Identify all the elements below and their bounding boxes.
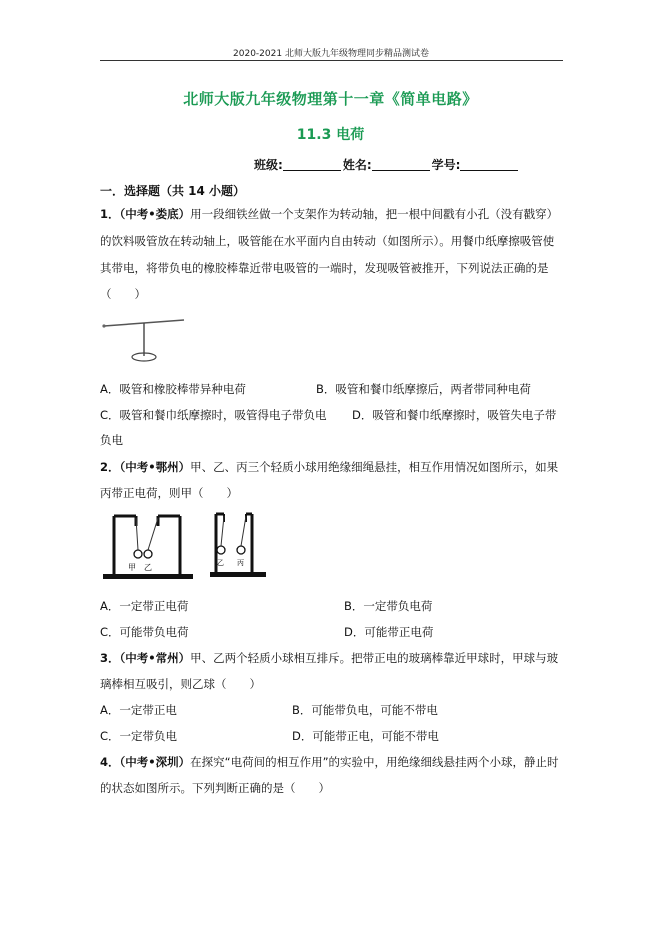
question-2-text: 甲、乙、丙三个轻质小球用绝缘细绳悬挂，相互作用情况如图所示，如果 <box>190 460 559 474</box>
question-1-option-d[interactable]: D．吸管和餐巾纸摩擦时，吸管失电子带 <box>352 408 557 422</box>
question-4-line-2: 的状态如图所示。下列判断正确的是（ ） <box>100 781 330 795</box>
question-4-number: 4． <box>100 755 120 769</box>
id-label: 学号: <box>431 158 461 172</box>
question-3-option-c[interactable]: C．一定带负电 <box>100 729 178 743</box>
label-yi-1: 乙 <box>144 563 152 572</box>
question-3-option-d[interactable]: D．可能带正电，可能不带电 <box>292 729 439 743</box>
question-2-source: （中考•鄂州） <box>119 460 191 474</box>
question-1-source: （中考•娄底） <box>119 207 191 221</box>
question-1-line-2: 的饮料吸管放在转动轴上，吸管能在水平面内自由转动（如图所示）。用餐巾纸摩擦吸管使 <box>100 234 555 248</box>
question-3-option-a[interactable]: A．一定带正电 <box>100 703 177 717</box>
class-blank[interactable] <box>283 158 341 171</box>
student-info-line <box>254 156 520 173</box>
question-4-line-1 <box>100 754 559 770</box>
question-3-number: 3． <box>100 651 120 665</box>
question-3-source: （中考•常州） <box>119 651 191 665</box>
header-divider <box>100 60 563 61</box>
label-bing: 丙 <box>237 559 244 567</box>
suspended-balls-figure <box>100 510 270 585</box>
question-1-number: 1． <box>100 207 120 221</box>
question-1-text: 用一段细铁丝做一个支架作为转动轴，把一根中间戳有小孔（没有戳穿） <box>190 207 559 221</box>
question-1-line-4: （ ） <box>100 287 146 301</box>
section-heading: 一．选择题（共 14 小题） <box>100 184 246 198</box>
question-3-text: 甲、乙两个轻质小球相互排斥。把带正电的玻璃棒靠近甲球时，甲球与玻 <box>190 651 559 665</box>
question-1-option-a[interactable]: A．吸管和橡胶棒带异种电荷 <box>100 382 246 396</box>
question-1-line-1 <box>100 206 558 222</box>
label-yi-2: 乙 <box>217 559 224 567</box>
section-subtitle: 11.3 电荷 <box>296 127 365 143</box>
question-2-line-2: 丙带正电荷，则甲（ ） <box>100 486 238 500</box>
label-jia: 甲 <box>128 563 136 572</box>
question-2-option-a[interactable]: A．一定带正电荷 <box>100 599 189 613</box>
name-label: 姓名: <box>342 158 372 172</box>
page-header: 2020-2021 北师大版九年级物理同步精品测试卷 <box>233 49 429 59</box>
question-2-option-c[interactable]: C．可能带负电荷 <box>100 625 189 639</box>
straw-on-stand-figure <box>100 318 190 368</box>
question-3-option-b[interactable]: B．可能带负电，可能不带电 <box>292 703 438 717</box>
document-title: 北师大版九年级物理第十一章《简单电路》 <box>183 90 478 108</box>
question-1-option-b[interactable]: B．吸管和餐巾纸摩擦后，两者带同种电荷 <box>316 382 531 396</box>
question-1-option-c[interactable]: C．吸管和餐巾纸摩擦时，吸管得电子带负电 <box>100 408 327 422</box>
question-3-line-2: 璃棒相互吸引，则乙球（ ） <box>100 677 261 691</box>
name-blank[interactable] <box>372 158 430 171</box>
question-2-option-b[interactable]: B．一定带负电荷 <box>344 599 433 613</box>
id-blank[interactable] <box>460 158 518 171</box>
question-1-line-3: 其带电，将带负电的橡胶棒靠近带电吸管的一端时，发现吸管被推开，下列说法正确的是 <box>100 261 549 275</box>
question-4-text: 在探究“电荷间的相互作用”的实验中，用绝缘细线悬挂两个小球，静止时 <box>190 755 559 769</box>
question-2-number: 2． <box>100 460 120 474</box>
question-1-option-d-continued: 负电 <box>100 433 123 447</box>
question-2-option-d[interactable]: D．可能带正电荷 <box>344 625 434 639</box>
question-3-line-1 <box>100 650 558 666</box>
question-2-line-1 <box>100 459 558 475</box>
question-4-source: （中考•深圳） <box>119 755 191 769</box>
class-label: 班级: <box>254 158 283 172</box>
